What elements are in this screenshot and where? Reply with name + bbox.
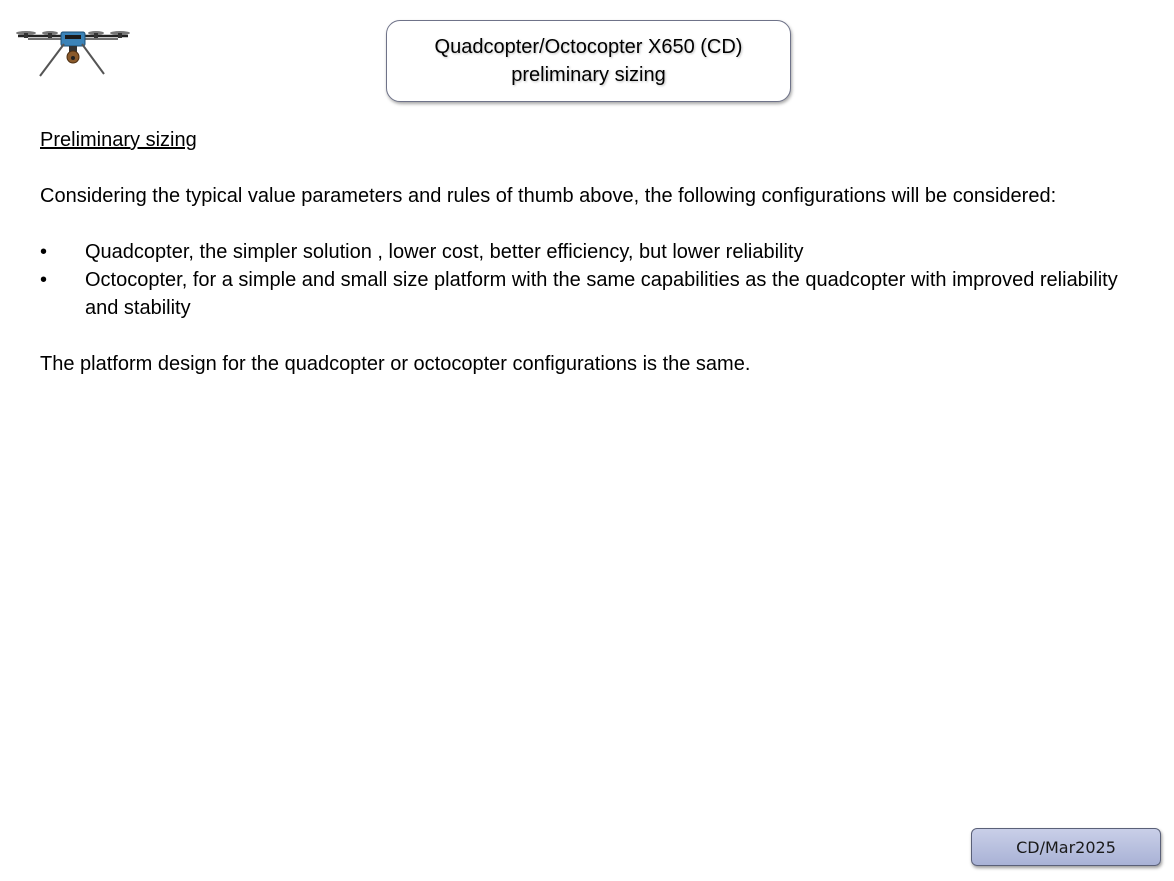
footer-date-label: CD/Mar2025 <box>971 828 1161 866</box>
drone-icon <box>14 24 132 80</box>
section-heading: Preliminary sizing <box>40 129 197 151</box>
slide-title-line1: Quadcopter/Octocopter X650 (CD) <box>434 36 743 58</box>
list-item <box>40 266 1140 322</box>
intro-paragraph: Considering the typical value parameters and rules of thumb above, the following configurations will be considered: <box>40 185 1057 207</box>
slide-title-line2: preliminary sizing <box>511 64 666 86</box>
configuration-list <box>40 238 1140 322</box>
list-item-text: Octocopter, for a simple and small size platform with the same capabilities as the quadcopter with improved reliability and stability <box>85 269 1118 319</box>
slide-title-box <box>386 20 791 102</box>
bullet-icon: • <box>40 269 48 291</box>
list-item <box>40 238 1140 266</box>
closing-paragraph: The platform design for the quadcopter or octocopter configurations is the same. <box>40 353 751 375</box>
bullet-icon: • <box>40 241 48 263</box>
list-item-text: Quadcopter, the simpler solution , lower cost, better efficiency, but lower reliability <box>85 241 804 263</box>
slide-body <box>40 126 1140 378</box>
